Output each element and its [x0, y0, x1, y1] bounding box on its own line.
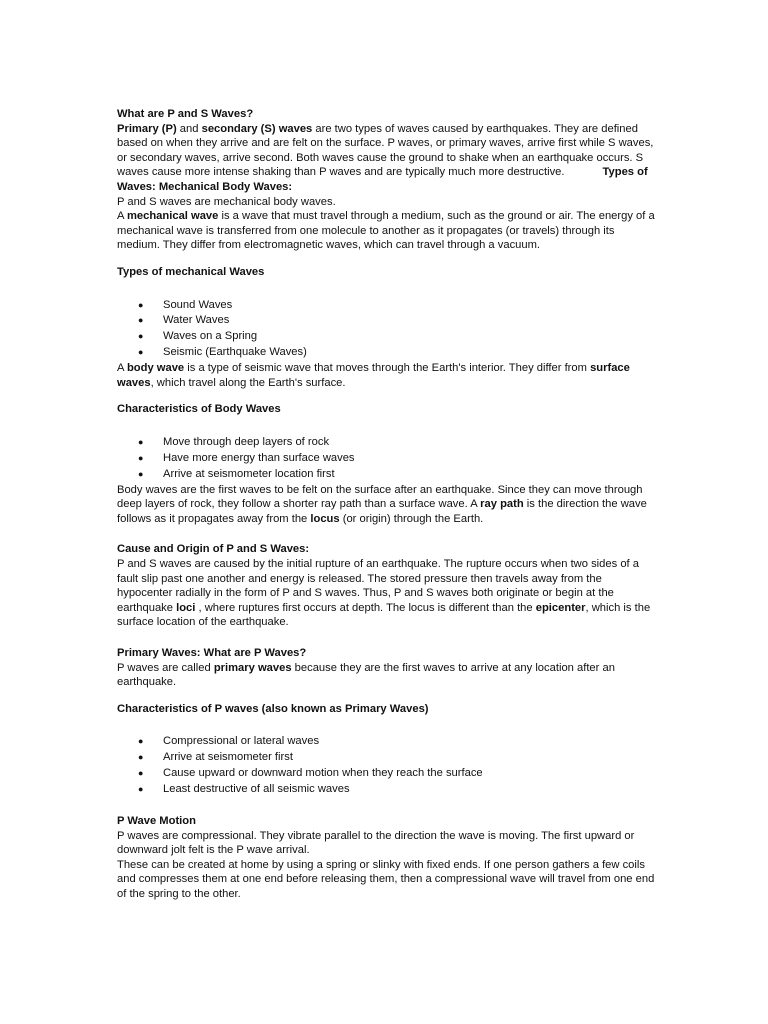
- list-item: ● Water Waves: [117, 313, 657, 329]
- bullet-icon: ●: [138, 299, 144, 310]
- cause-paragraph: P and S waves are caused by the initial rupture of an earthquake. The rupture occurs when two sides of a fault slip past one another and energy is released. The stored pressure then travels away from the hypocenter radially in the form of P and S waves. Thus, P and S waves both originate or begin at the earthquake loci , where ruptures first occurs at depth. The locus is different than the epicenter, which is the surface location of the earthquake.: [117, 558, 651, 629]
- list-item: ● Sound Waves: [117, 298, 657, 314]
- primary-waves-paragraph: P waves are called primary waves because they are the first waves to arrive at any location after an earthquake.: [117, 661, 615, 689]
- list-item: ● Least destructive of all seismic waves: [117, 782, 657, 798]
- list-item: ● Arrive at seismometer location first: [117, 467, 657, 483]
- bullet-icon: ●: [138, 436, 144, 447]
- body-wave-definition: A body wave is a type of seismic wave that moves through the Earth's interior. They differ from surface waves, which travel along the Earth's surface.: [117, 362, 630, 389]
- bullet-icon: ●: [138, 736, 144, 747]
- bullet-icon: ●: [138, 768, 144, 779]
- body-characteristics-heading: Characteristics of Body Waves: [117, 403, 281, 416]
- p-wave-motion-paragraph-2: These can be created at home by using a spring or slinky with fixed ends. If one person gathers a few coils and compresses them at one end before releasing them, then a compressional wave will travel from one end of the spring to the other.: [117, 858, 655, 900]
- cause-heading: Cause and Origin of P and S Waves:: [117, 543, 310, 556]
- list-item: ● Compressional or lateral waves: [117, 734, 657, 750]
- mechanical-line: P and S waves are mechanical body waves.: [117, 195, 336, 208]
- list-item: ● Waves on a Spring: [117, 329, 657, 345]
- bullet-icon: ●: [138, 347, 144, 358]
- bullet-icon: ●: [138, 468, 144, 479]
- p-wave-motion-paragraph-1: P waves are compressional. They vibrate parallel to the direction the wave is moving. The first upward or downward jolt felt is the P wave arrival.: [117, 829, 635, 857]
- list-item: ● Arrive at seismometer first: [117, 750, 657, 766]
- list-item: ● Cause upward or downward motion when they reach the surface: [117, 766, 657, 782]
- doc-title: What are P and S Waves?: [117, 108, 254, 120]
- list-item: ● Seismic (Earthquake Waves): [117, 345, 657, 361]
- mechanical-definition: A mechanical wave is a wave that must travel through a medium, such as the ground or air. The energy of a mechanical wave is transferred from one molecule to another as it propagates (or travels) through its medium. They differ from electromagnetic waves, which can travel through a vacuum.: [117, 210, 655, 252]
- list-item: ● Move through deep layers of rock: [117, 435, 657, 451]
- p-characteristics-list: [117, 734, 657, 798]
- bullet-icon: ●: [138, 331, 144, 342]
- bullet-icon: ●: [138, 752, 144, 763]
- body-characteristics-list: [117, 435, 657, 483]
- types-heading: Types of mechanical Waves: [117, 265, 265, 278]
- p-characteristics-heading: Characteristics of P waves (also known as Primary Waves): [117, 702, 429, 715]
- document-body: [117, 107, 657, 902]
- bullet-icon: ●: [138, 784, 144, 795]
- body-waves-paragraph: Body waves are the first waves to be felt on the surface after an earthquake. Since they can move through deep layers of rock, they follow a shorter ray path than a surface wave. A ray path is the direction the wave follows as it propagates away from the locus (or origin) through the Earth.: [117, 483, 647, 525]
- primary-waves-heading: Primary Waves: What are P Waves?: [117, 647, 307, 659]
- mechanical-body-heading: Types of Waves: Mechanical Body Waves:: [117, 166, 648, 193]
- bullet-icon: ●: [138, 452, 144, 463]
- p-wave-motion-heading: P Wave Motion: [117, 815, 196, 827]
- bullet-icon: ●: [138, 315, 144, 326]
- intro-paragraph: Primary (P) and secondary (S) waves are two types of waves caused by earthquakes. They are defined based on when they arrive and are felt on the surface. P waves, or primary waves, arrive first while S waves, or secondary waves, arrive second. Both waves cause the ground to shake when an earthquake occurs. S waves cause more intense shaking than P waves and are typically much more destructive. Types of Waves: Mechanical Body Waves:: [117, 122, 654, 193]
- list-item: ● Have more energy than surface waves: [117, 451, 657, 467]
- types-list: [117, 298, 657, 362]
